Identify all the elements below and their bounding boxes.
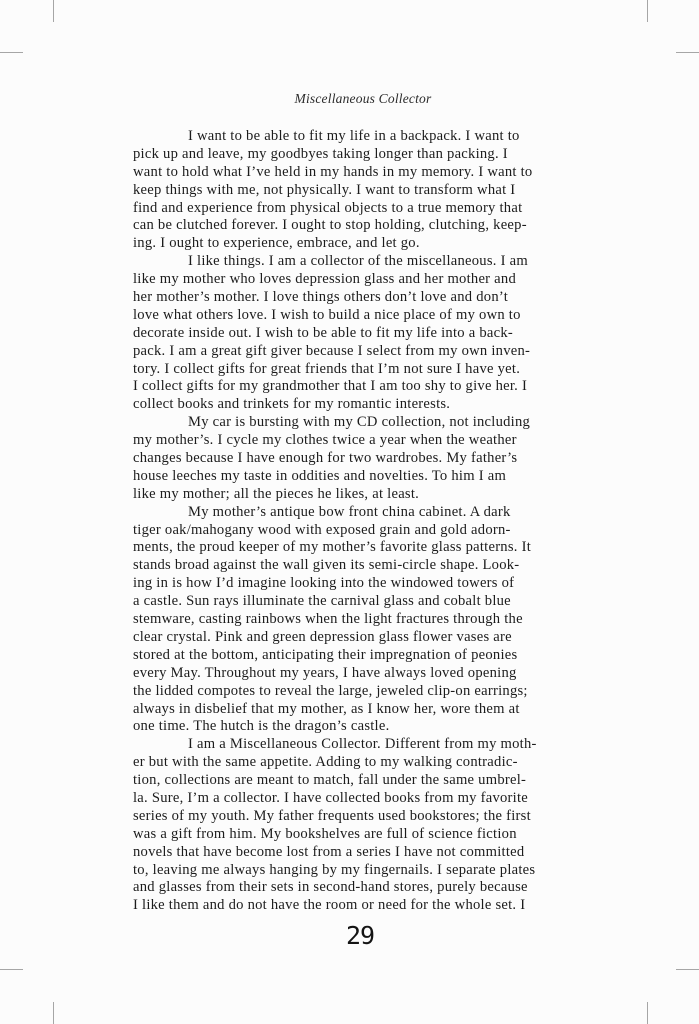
text-line: every May. Throughout my years, I have always loved opening [133, 664, 517, 681]
text-line: to, leaving me always hanging by my fingernails. I separate plates [133, 861, 536, 878]
trim-mark-bottom-left-vertical [53, 1002, 54, 1024]
text-line: was a gift from him. My bookshelves are full of science fiction [133, 825, 517, 842]
body-text [133, 128, 573, 915]
paragraph [133, 414, 573, 503]
text-line: pick up and leave, my goodbyes taking longer than packing. I [133, 145, 508, 162]
text-line: I like them and do not have the room or need for the whole set. I [133, 897, 526, 914]
trim-mark-bottom-left-horizontal [0, 969, 23, 970]
text-line: my mother’s. I cycle my clothes twice a year when the weather [133, 432, 517, 449]
text-line: ing in is how I’d imagine looking into the windowed towers of [133, 575, 515, 592]
text-line: la. Sure, I’m a collector. I have collected books from my favorite [133, 789, 528, 806]
text-line: I am a Miscellaneous Collector. Different from my moth- [188, 736, 537, 753]
trim-mark-top-right-vertical [647, 0, 648, 22]
trim-mark-top-left-horizontal [0, 52, 23, 53]
page-number: 29 [345, 921, 375, 950]
text-line: tiger oak/mahogany wood with exposed grain and gold adorn- [133, 521, 511, 538]
text-line: stemware, casting rainbows when the light fractures through the [133, 611, 523, 628]
paragraph [133, 504, 573, 737]
text-line: novels that have become lost from a series I have not committed [133, 843, 525, 860]
text-line: I want to be able to fit my life in a backpack. I want to [188, 128, 520, 144]
text-line: changes because I have enough for two wardrobes. My father’s [133, 450, 518, 467]
running-head: Miscellaneous Collector [294, 91, 432, 106]
text-line: like my mother; all the pieces he likes, at least. [133, 485, 420, 502]
text-line: find and experience from physical objects to a true memory that [133, 199, 523, 216]
text-line: can be clutched forever. I ought to stop holding, clutching, keep- [133, 217, 527, 234]
text-line: ments, the proud keeper of my mother’s favorite glass patterns. It [133, 539, 531, 556]
text-line: series of my youth. My father frequents used bookstores; the first [133, 807, 531, 824]
paragraph [133, 128, 573, 253]
text-line: stored at the bottom, anticipating their impregnation of peonies [133, 646, 518, 663]
text-line: My mother’s antique bow front china cabinet. A dark [188, 503, 511, 520]
trim-mark-bottom-right-vertical [647, 1002, 648, 1024]
text-line: love what others love. I wish to build a nice place of my own to [133, 306, 521, 323]
text-line: one time. The hutch is the dragon’s castle. [133, 718, 390, 735]
paragraph [133, 736, 573, 915]
trim-mark-bottom-right-horizontal [676, 969, 699, 970]
paragraph [133, 253, 573, 414]
text-line: ing. I ought to experience, embrace, and let go. [133, 235, 420, 252]
text-line: always in disbelief that my mother, as I know her, wore them at [133, 700, 520, 717]
text-line: her mother’s mother. I love things others don’t love and don’t [133, 289, 509, 306]
text-line: like my mother who loves depression glass and her mother and [133, 271, 517, 288]
text-line: keep things with me, not physically. I want to transform what I [133, 181, 516, 198]
text-line: tion, collections are meant to match, fall under the same umbrel- [133, 772, 527, 789]
text-line: decorate inside out. I wish to be able to fit my life into a back- [133, 324, 514, 341]
text-line: the lidded compotes to reveal the large, jeweled clip-on earrings; [133, 682, 528, 699]
text-line: want to hold what I’ve held in my hands in my memory. I want to [133, 163, 533, 180]
trim-mark-top-right-horizontal [676, 52, 699, 53]
text-line: I collect gifts for my grandmother that I am too shy to give her. I [133, 378, 528, 395]
text-line: a castle. Sun rays illuminate the carnival glass and cobalt blue [133, 593, 511, 610]
text-line: tory. I collect gifts for great friends that I’m not sure I have yet. [133, 360, 521, 377]
text-line: er but with the same appetite. Adding to my walking contradic- [133, 754, 518, 771]
text-line: house leeches my taste in oddities and novelties. To him I am [133, 467, 507, 484]
text-line: collect books and trinkets for my romantic interests. [133, 396, 451, 413]
text-line: My car is bursting with my CD collection, not including [188, 414, 531, 431]
text-line: stands broad against the wall given its semi-circle shape. Look- [133, 557, 520, 574]
text-line: and glasses from their sets in second-hand stores, purely because [133, 879, 528, 896]
text-line: clear crystal. Pink and green depression glass flower vases are [133, 628, 512, 645]
text-line: pack. I am a great gift giver because I select from my own inven- [133, 342, 531, 359]
text-line: I like things. I am a collector of the miscellaneous. I am [188, 253, 528, 270]
trim-mark-top-left-vertical [53, 0, 54, 22]
